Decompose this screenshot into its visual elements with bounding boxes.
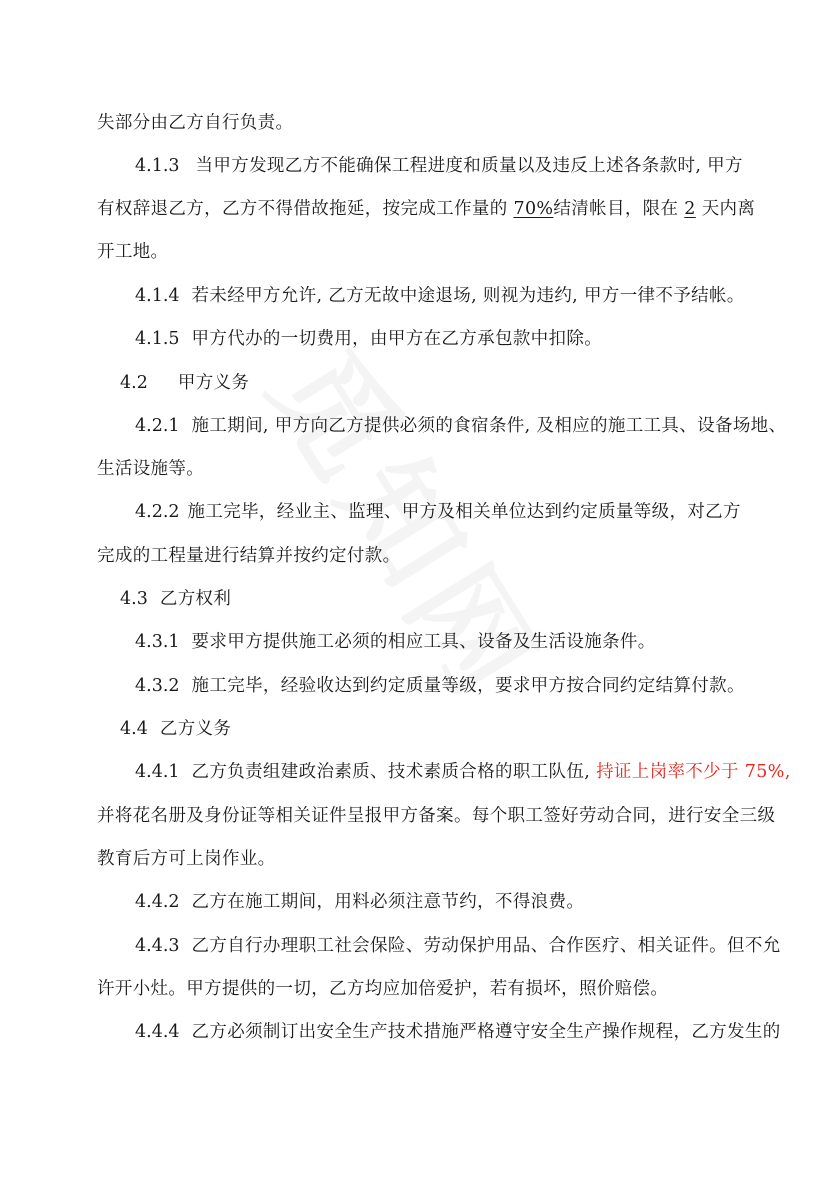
section-heading-4-3 — [120, 587, 231, 611]
clause-4-4-4-line-1 — [135, 1020, 781, 1044]
clause-number: 4.2.2 — [135, 502, 180, 522]
clause-number: 4.1.5 — [135, 329, 180, 349]
clause-number: 4.4.1 — [135, 762, 180, 782]
clause-text: 乙方负责组建政治素质、技术素质合格的职工队伍, — [191, 762, 597, 782]
clause-number: 4.4.4 — [135, 1022, 180, 1042]
clause-text: 乙方必须制订出安全生产技术措施严格遵守安全生产操作规程，乙方发生的 — [191, 1022, 781, 1042]
clause-4-4-3-line-1 — [135, 934, 781, 958]
paragraph-text: 失部分由乙方自行负责。 — [97, 113, 294, 133]
clause-4-4-1-line-2 — [97, 804, 775, 828]
clause-4-1-3-line-1 — [135, 154, 743, 178]
clause-text: 教育后方可上岗作业。 — [97, 849, 276, 869]
clause-text: 天内离 — [695, 199, 756, 219]
clause-4-4-3-line-2 — [97, 977, 668, 1001]
clause-4-4-1-line-3 — [97, 847, 276, 871]
section-heading-4-2 — [120, 371, 249, 395]
clause-number: 4.3.1 — [135, 632, 180, 652]
clause-4-4-1-line-1 — [135, 760, 791, 784]
clause-text: 要求甲方提供施工必须的相应工具、设备及生活设施条件。 — [191, 632, 656, 652]
clause-text: 生活设施等。 — [97, 459, 205, 479]
clause-number: 4.4.2 — [135, 892, 180, 912]
clause-4-3-2 — [135, 674, 745, 698]
clause-4-2-1-line-1 — [135, 414, 786, 438]
clause-4-2-2-line-2 — [97, 544, 400, 568]
clause-text: 结清帐目，限在 — [553, 199, 685, 219]
section-heading-4-4 — [120, 717, 231, 741]
clause-text: 乙方在施工期间，用料必须注意节约，不得浪费。 — [191, 892, 585, 912]
clause-text: 若未经甲方允许, 乙方无故中途退场, 则视为违约, 甲方一律不予结帐。 — [191, 286, 745, 306]
clause-text: 施工完毕，经业主、监理、甲方及相关单位达到约定质量等级，对乙方 — [187, 502, 741, 522]
clause-4-1-3-line-2 — [97, 197, 755, 221]
clause-4-3-1 — [135, 630, 656, 654]
clause-text: 开工地。 — [97, 242, 169, 262]
clause-text: 甲方代办的一切费用，由甲方在乙方承包款中扣除。 — [191, 329, 603, 349]
clause-number: 4.1.3 — [135, 156, 180, 176]
paragraph-continuation — [97, 111, 293, 135]
highlighted-requirement: 持证上岗率不少于 75%, — [596, 762, 791, 782]
section-title: 乙方权利 — [159, 589, 232, 609]
section-number: 4.3 — [120, 589, 148, 609]
clause-4-2-2-line-1 — [135, 500, 741, 524]
clause-text: 施工期间, 甲方向乙方提供必须的食宿条件, 及相应的施工工具、设备场地、 — [191, 416, 787, 436]
clause-text: 并将花名册及身份证等相关证件呈报甲方备案。每个职工签好劳动合同，进行安全三级 — [97, 806, 776, 826]
clause-number: 4.4.3 — [135, 936, 180, 956]
clause-text: 有权辞退乙方，乙方不得借故拖延，按完成工作量的 — [97, 199, 514, 219]
clause-number: 4.1.4 — [135, 286, 180, 306]
clause-4-2-1-line-2 — [97, 457, 204, 481]
clause-text: 乙方自行办理职工社会保险、劳动保护用品、合作医疗、相关证件。但不允 — [191, 936, 781, 956]
section-title: 乙方义务 — [159, 719, 232, 739]
clause-4-1-3-line-3 — [97, 240, 168, 264]
clause-text: 许开小灶。甲方提供的一切，乙方均应加倍爱护，若有损坏，照价赔偿。 — [97, 979, 669, 999]
clause-text: 施工完毕，经验收达到约定质量等级，要求甲方按合同约定结算付款。 — [191, 676, 745, 696]
clause-4-4-2 — [135, 890, 584, 914]
clause-number: 4.3.2 — [135, 676, 180, 696]
clause-text: 当甲方发现乙方不能确保工程进度和质量以及违反上述各条款时, 甲方 — [195, 156, 743, 176]
clause-text: 完成的工程量进行结算并按约定付款。 — [97, 546, 401, 566]
clause-number: 4.2.1 — [135, 416, 180, 436]
clause-4-1-4 — [135, 284, 745, 308]
section-title: 甲方义务 — [177, 373, 250, 393]
days-value: 2 — [684, 199, 696, 219]
section-number: 4.4 — [120, 719, 148, 739]
section-number: 4.2 — [120, 373, 148, 393]
clause-4-1-5 — [135, 327, 602, 351]
percentage-value: 70% — [513, 199, 554, 219]
